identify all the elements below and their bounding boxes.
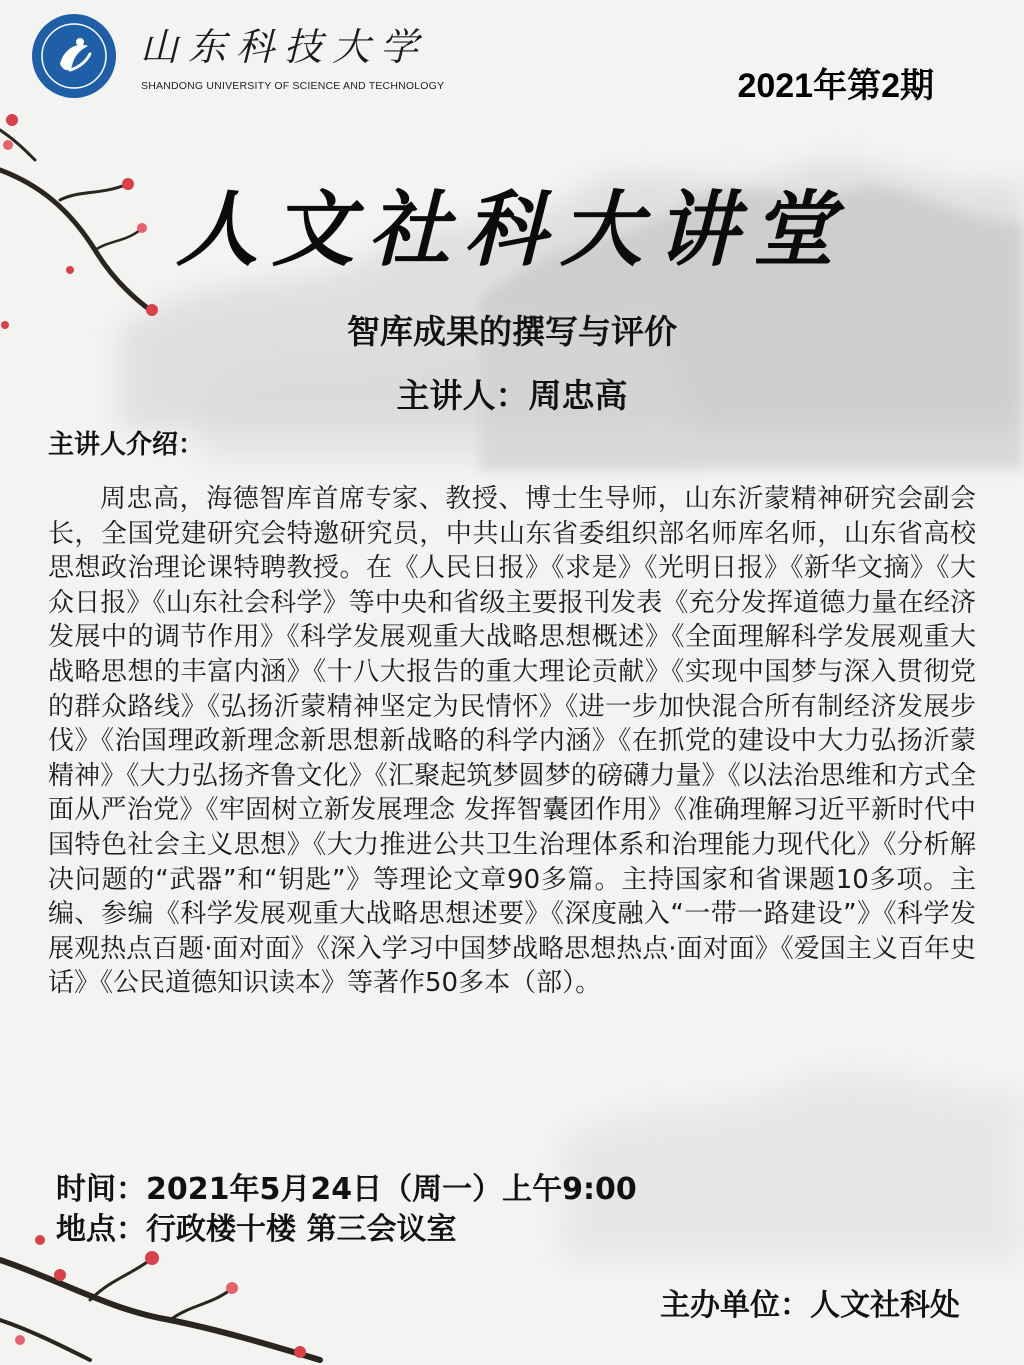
series-title: 人文社科大讲堂	[176, 182, 848, 278]
organizer: 主办单位：人文社科处	[660, 1288, 960, 1323]
university-logo-icon	[30, 12, 118, 100]
speaker-biography: 周忠高，海德智库首席专家、教授、博士生导师，山东沂蒙精神研究会副会长，全国党建研究会特邀研究员，中共山东省委组织部名师库名师，山东省高校思想政治理论课特聘教授。在《人民日报》《求是》《光明日报》《新华文摘》《大众日报》《山东社会科学》等中央和省级主要报刊发表《充分发挥道德力量在经济发展中的调节作用》《科学发展观重大战略思想概述》《全面理解科学发展观重大战略思想的丰富内涵》《十八大报告的重大理论贡献》《实现中国梦与深入贯彻党的群众路线》《弘扬沂蒙精神坚定为民情怀》《进一步加快混合所有制经济发展步伐》《治国理政新理念新思想新战略的科学内涵》《在抓党的建设中大力弘扬沂蒙精神》《大力弘扬齐鲁文化》《汇聚起筑梦圆梦的磅礴力量》《以法治思维和方式全面从严治党》《牢固树立新发展理念 发挥智囊团作用》《准确理解习近平新时代中国特色社会主义思想》《大力推进公共卫生治理体系和治理能力现代化》《分析解决问题的“武器”和“钥匙”》等理论文章90多篇。主持国家和省课题10多项。主编、参编《科学发展观重大战略思想述要》《深度融入“一带一路建设”》《科学发展观热点百题·面对面》《深入学习中国梦战略思想热点·面对面》《爱国主义百年史话》《公民道德知识读本》等著作50多本（部）。	[48, 484, 976, 999]
university-name-english: SHANDONG UNIVERSITY OF SCIENCE AND TECHNOLOGY	[141, 80, 445, 92]
university-name-chinese: 山东科技大学	[140, 25, 429, 69]
talk-title: 智库成果的撰写与评价	[347, 312, 677, 351]
event-time: 时间：2021年5月24日（周一）上午9:00	[56, 1172, 637, 1207]
speaker-line: 主讲人：周忠高	[396, 376, 628, 415]
event-location: 地点：行政楼十楼 第三会议室	[56, 1212, 457, 1247]
issue-number: 2021年第2期	[737, 67, 934, 105]
speaker-intro-heading: 主讲人介绍：	[48, 430, 205, 460]
